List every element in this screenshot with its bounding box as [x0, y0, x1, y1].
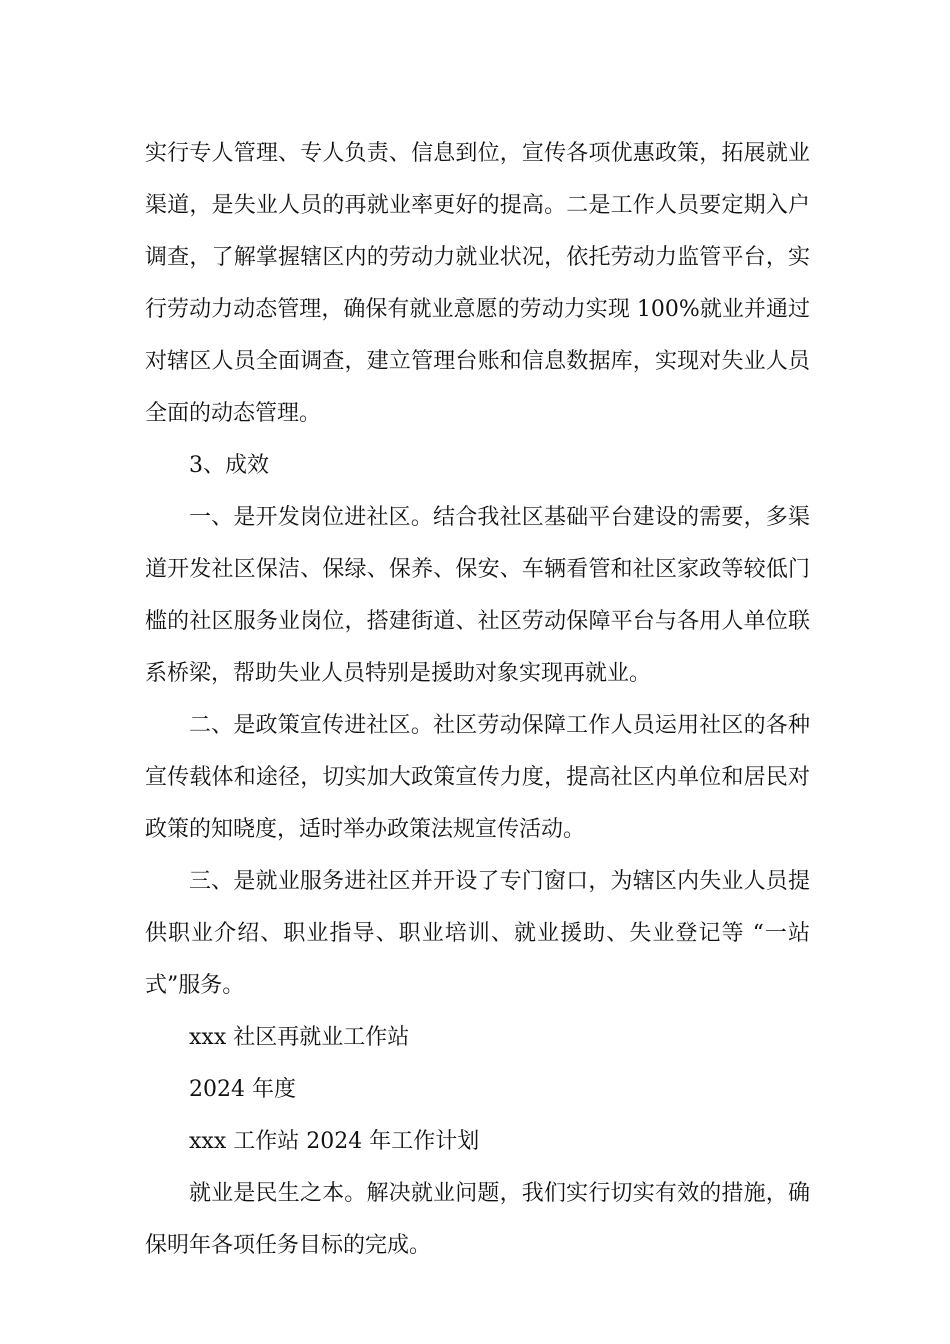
paragraph-result-two: 二、是政策宣传进社区。社区劳动保障工作人员运用社区的各种宣传载体和途径，切实加大政策宣传力度，提高社区内单位和居民对政策的知晓度，适时举办政策法规宣传活动。	[145, 713, 810, 842]
section-heading-results: 3、成效	[189, 453, 269, 478]
paragraph-result-three: 三、是就业服务进社区并开设了专门窗口，为辖区内失业人员提供职业介绍、职业指导、职业培训、就业援助、失业登记等 “一站式”服务。	[145, 869, 810, 998]
signature-year: 2024 年度	[189, 1077, 296, 1102]
paragraph-measures-continued: 实行专人管理、专人负责、信息到位，宣传各项优惠政策，拓展就业渠道，是失业人员的再就业率更好的提高。二是工作人员要定期入户调查，了解掌握辖区内的劳动力就业状况，依托劳动力监管平台，实行劳动力动态管理，确保有就业意愿的劳动力实现 100%就业并通过对辖区人员全面调查，建立管理台账和信息数据库，实现对失业人员全面的动态管理。	[145, 141, 810, 426]
paragraph-result-one: 一、是开发岗位进社区。结合我社区基础平台建设的需要，多渠道开发社区保洁、保绿、保养、保安、车辆看管和社区家政等较低门槛的社区服务业岗位，搭建街道、社区劳动保障平台与各用人单位联系桥梁，帮助失业人员特别是援助对象实现再就业。	[145, 505, 810, 686]
plan-title: xxx 工作站 2024 年工作计划	[189, 1129, 480, 1154]
document-body	[145, 128, 810, 1272]
signature-organization: xxx 社区再就业工作站	[189, 1025, 410, 1050]
paragraph-plan-intro: 就业是民生之本。解决就业问题，我们实行切实有效的措施，确保明年各项任务目标的完成。	[145, 1181, 810, 1258]
